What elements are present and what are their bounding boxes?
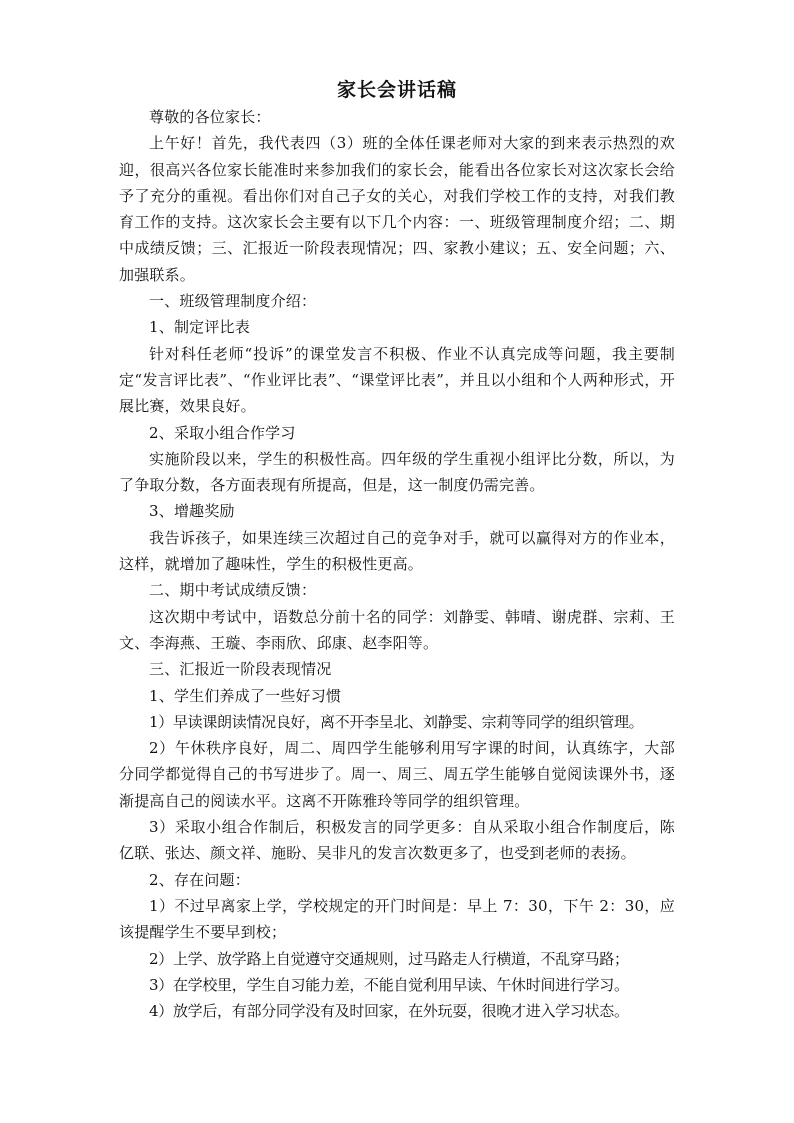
paragraph-top-students: 这次期中考试中，语数总分前十名的同学：刘静雯、韩晴、谢虎群、宗莉、王文、李海燕、王璇、李雨欣、邱康、赵李阳等。 [119, 607, 675, 652]
list-item-self-study: 3）在学校里，学生自习能力差，不能自觉利用早读、午休时间进行学习。 [149, 975, 629, 994]
paragraph-group-learning: 实施阶段以来，学生的积极性高。四年级的学生重视小组评比分数，所以，为了争取分数，各方面表现有所提高，但是，这一制度仍需完善。 [119, 449, 675, 495]
list-item-morning-reading: 1）早读课朗读情况良好，离不开李呈北、刘静雯、宗莉等同学的组织管理。 [149, 712, 644, 731]
paragraph-rewards: 我告诉孩子，如果连续三次超过自己的竞争对手，就可以赢得对方的作业本，这样，就增加了趣味性，学生的积极性更高。 [119, 528, 675, 574]
document-title: 家长会讲话稿 [336, 79, 457, 101]
opening-paragraph: 上午好！首先，我代表四（3）班的全体任课老师对大家的到来表示热烈的欢迎，很高兴各位家长能准时来参加我们的家长会，能看出各位家长对这次家长会给予了充分的重视。看出你们对自己子女的关心，对我们学校工作的支持，对我们教育工作的支持。这次家长会主要有以下几个内容：一、班级管理制度介绍；二、期中成绩反馈；三、汇报近一阶段表现情况；四、家教小建议；五、安全问题；六、加强联系。 [119, 134, 675, 284]
list-item-noon-break: 2）午休秩序良好，周二、周四学生能够利用写字课的时间，认真练字，大部分同学都觉得自己的书写进步了。周一、周三、周五学生能够自觉阅读课外书，逐渐提高自己的阅读水平。这离不开陈雅玲等同学的组织管理。 [119, 739, 675, 810]
list-item-arrival-time: 1）不过早离家上学，学校规定的开门时间是：早上 7：30，下午 2：30，应该提醒学生不要早到校； [119, 896, 675, 942]
list-item-group-cooperation: 3）采取小组合作制后，积极发言的同学更多：自从采取小组合作制度后，陈亿联、张达、颜文祥、施盼、吴非凡的发言次数更多了，也受到老师的表扬。 [119, 818, 675, 863]
subheading-rewards: 3、增趣奖励 [149, 502, 235, 521]
list-item-after-school: 4）放学后，有部分同学没有及时回家，在外玩耍，很晚才进入学习状态。 [149, 1002, 629, 1021]
section-heading-class-management: 一、班级管理制度介绍： [149, 292, 317, 311]
subheading-evaluation-table: 1、制定评比表 [149, 318, 250, 337]
list-item-traffic-rules: 2）上学、放学路上自觉遵守交通规则，过马路走人行横道，不乱穿马路； [149, 949, 629, 968]
section-heading-exam-feedback: 二、期中考试成绩反馈： [149, 581, 317, 600]
section-heading-recent-performance: 三、汇报近一阶段表现情况 [149, 660, 332, 679]
subheading-group-learning: 2、采取小组合作学习 [149, 423, 296, 442]
salutation: 尊敬的各位家长： [149, 108, 271, 126]
subheading-good-habits: 1、学生们养成了一些好习惯 [149, 686, 342, 705]
subheading-problems: 2、存在问题： [149, 870, 250, 889]
document-page [119, 78, 675, 1024]
paragraph-evaluation-table: 针对科任老师“投诉”的课堂发言不积极、作业不认真完成等问题，我主要制定“发言评比表”、“作业评比表”、“课堂评比表”，并且以小组和个人两种形式，开展比赛，效果良好。 [119, 344, 675, 416]
